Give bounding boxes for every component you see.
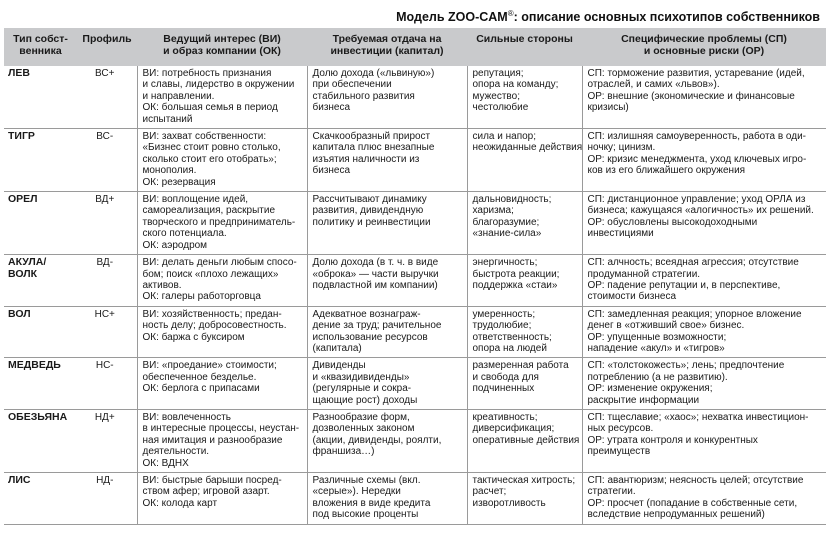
title-registered-mark: ® (507, 9, 514, 18)
cell-line: Адекватное вознаграж- (312, 308, 421, 320)
cell-line: Различные схемы (вкл. (312, 475, 421, 486)
cell-line: Сильные стороны (476, 33, 573, 45)
cell-line: и славы, лидерство в окружении (142, 79, 295, 91)
cell-line: продуманной стратегии. (587, 268, 701, 280)
cell-line: СП: тщеславие; «хаос»; нехватка инвестицион- (587, 411, 809, 423)
cell-line: быстрота реакции; (472, 268, 560, 280)
cell-line: мужество; (472, 90, 520, 102)
cell-line: размеренная работа (472, 360, 569, 372)
cell-line: ОК: галеры работорговца (142, 291, 261, 303)
cell-line: ОР: кризис менеджмента, уход ключевых игро- (587, 153, 807, 165)
table-row (4, 358, 826, 410)
cell-line: МЕДВЕДЬ (8, 359, 61, 372)
table-row (4, 66, 826, 129)
cell-line: тактическая хитрость; (472, 475, 576, 486)
cell-line: и направлении. (142, 90, 215, 102)
cell-line: развития, дивидендную (312, 205, 424, 217)
cell-line: вследствие непродуманных решений) (587, 509, 765, 521)
strengths-cell (467, 66, 582, 129)
cell-line: и «квазидивиденды» (312, 371, 410, 383)
cell-line: денег в «отживший свое» бизнес. (587, 320, 745, 332)
cell-line: СП: дистанционное управление; уход ОРЛА из (587, 194, 806, 206)
cell-line: ОК: аэродром (142, 239, 208, 251)
cell-line: дальновидность; (472, 194, 552, 206)
cell-line: ОР: просчет (попадание в собственные сети, (587, 497, 798, 509)
return-cell (307, 129, 467, 192)
cell-line: ВИ: вовлеченность (142, 411, 231, 423)
problems-cell (582, 129, 826, 192)
owner-type-cell (4, 409, 77, 472)
cell-line: Специфические проблемы (СП) (621, 33, 787, 45)
cell-line: кризисы) (587, 102, 629, 114)
cell-line: активов. (142, 279, 182, 291)
cell-line: ОК: большая семья в период (142, 102, 278, 114)
interest-cell (137, 129, 307, 192)
cell-line: ответственность; (472, 331, 552, 343)
cell-line: благоразумие; (472, 216, 540, 228)
problems-cell (582, 409, 826, 472)
cell-line: ОК: колода карт (142, 497, 218, 509)
cell-line: ность делу; добросовестность. (142, 320, 287, 332)
cell-line: ная имитация и разнообразие (142, 434, 283, 446)
table-row (4, 473, 826, 525)
cell-line: ВИ: быстрые барыши посред- (142, 475, 282, 486)
cell-line: венника (19, 45, 62, 57)
cell-line: испытаний (142, 113, 193, 125)
interest-cell (137, 255, 307, 307)
owner-type-cell (4, 255, 77, 307)
cell-line: ВИ: хозяйственность; предан- (142, 308, 282, 320)
table-row (4, 192, 826, 255)
owner-type-cell (4, 358, 77, 410)
cell-line: нападение «акул» и «тигров» (587, 342, 725, 354)
cell-line: ОК: берлога с припасами (142, 383, 260, 395)
cell-line: дение за труд; рачительное (312, 320, 442, 332)
return-cell (307, 306, 467, 358)
cell-line: (акции, дивиденды, роялти, (312, 434, 442, 446)
cell-line: в интересные процессы, неустан- (142, 423, 300, 435)
cell-line: творческого и предприниматель- (142, 216, 296, 228)
cell-line: «оброка» — части выручки (312, 268, 439, 280)
strengths-cell (467, 358, 582, 410)
cell-line: щающие рост) доходы (312, 394, 418, 406)
strengths-cell (467, 409, 582, 472)
cell-line: Требуемая отдача на (332, 33, 442, 45)
cell-line: СП: торможение развития, устаревание (идей, (587, 68, 805, 79)
cell-line: потреблению (а не развитию). (587, 371, 728, 383)
cell-line: неожиданные действия (472, 142, 583, 154)
header-return (307, 28, 467, 66)
cell-line: Ведущий интерес (ВИ) (163, 33, 281, 45)
problems-cell (582, 358, 826, 410)
cell-line: Рассчитывают динамику (312, 194, 427, 206)
owner-type-cell (4, 66, 77, 129)
cell-line: ВОЛ (8, 307, 31, 320)
cell-line: ВИ: делать деньги любым спосо- (142, 257, 297, 269)
cell-line: бизнеса (312, 165, 351, 177)
cell-line: ством афер; игровой азарт. (142, 486, 270, 498)
page-title (396, 7, 820, 24)
owner-type-cell (4, 306, 77, 358)
cell-line: АКУЛА/ (8, 256, 47, 269)
cell-line: расчет; (472, 486, 507, 498)
cell-line: монополия. (142, 165, 197, 177)
cell-line: изворотливость (472, 497, 546, 509)
profile-cell: НС+ (77, 306, 137, 358)
header-problems (582, 28, 826, 66)
cell-line: СП: замедленная реакция; упорное вложение (587, 308, 802, 320)
cell-line: Скачкообразный прирост (312, 131, 431, 143)
cell-line: обеспеченное безделье. (142, 371, 257, 383)
cell-line: ОР: внешние (экономические и финансовые (587, 90, 795, 102)
profile-cell: ВС+ (77, 66, 137, 129)
cell-line: опора на команду; (472, 79, 559, 91)
cell-line: ков из его ближайшего окружения (587, 165, 746, 177)
cell-line: стратегии. (587, 486, 636, 498)
cell-line: подчиненных (472, 383, 535, 395)
title-prefix: Модель ZOO-CAM (396, 10, 508, 25)
cell-line: преимуществ (587, 446, 651, 458)
header-row (4, 28, 826, 66)
interest-cell (137, 358, 307, 410)
cell-line: Профиль (82, 33, 132, 45)
cell-line: бизнеса (312, 102, 351, 114)
cell-line: ОБЕЗЬЯНА (8, 410, 68, 423)
cell-line: Тип собст- (13, 33, 68, 45)
cell-line: использование ресурсов (312, 331, 428, 343)
cell-line: (регулярные и сокра- (312, 383, 412, 395)
header-owner-type (4, 28, 77, 66)
table-row (4, 129, 826, 192)
return-cell (307, 66, 467, 129)
cell-line: самореализация, раскрытие (142, 205, 276, 217)
cell-line: харизма; (472, 205, 514, 217)
strengths-cell (467, 473, 582, 525)
cell-line: умеренность; (472, 308, 536, 320)
cell-line: СП: излишняя самоуверенность, работа в оди- (587, 131, 807, 143)
cell-line: ВИ: потребность признания (142, 68, 272, 79)
table-header (4, 28, 826, 66)
interest-cell (137, 473, 307, 525)
profile-cell: НД+ (77, 409, 137, 472)
cell-line: ТИГР (8, 130, 35, 143)
cell-line: ОК: баржа с буксиром (142, 331, 245, 343)
problems-cell (582, 66, 826, 129)
return-cell (307, 255, 467, 307)
cell-line: ОК: резервация (142, 176, 216, 188)
cell-line: инвестиции (капитал) (330, 45, 444, 57)
cell-line: ных ресурсов. (587, 423, 654, 435)
cell-line: отраслей, и самих «львов»). (587, 79, 720, 91)
header-interest (137, 28, 307, 66)
cell-line: политику и реинвестиции (312, 216, 431, 228)
owner-type-cell (4, 129, 77, 192)
table-row (4, 409, 826, 472)
cell-line: ЛЕВ (8, 67, 30, 79)
cell-line: диверсификация; (472, 423, 555, 435)
table-row (4, 255, 826, 307)
problems-cell (582, 473, 826, 525)
header-profile (77, 28, 137, 66)
cell-line: и образ компании (ОК) (163, 45, 281, 57)
interest-cell (137, 409, 307, 472)
cell-line: оперативные действия (472, 434, 580, 446)
cell-line: ОР: падение репутации и, в перспективе, (587, 279, 781, 291)
cell-line: ОК: ВДНХ (142, 457, 189, 469)
cell-line: ского потенциала. (142, 228, 227, 240)
cell-line: Дивиденды (312, 360, 366, 372)
return-cell (307, 409, 467, 472)
profile-cell: НС- (77, 358, 137, 410)
interest-cell (137, 192, 307, 255)
problems-cell (582, 306, 826, 358)
cell-line: сколько стоит его отобрать»; (142, 153, 277, 165)
cell-line: инвестициями (587, 228, 654, 240)
cell-line: Долю дохода («львиную») (312, 68, 435, 79)
cell-line: «серые»). Нередки (312, 486, 401, 498)
interest-cell (137, 66, 307, 129)
cell-line: дозволенных законом (312, 423, 415, 435)
cell-line: раскрытие информации (587, 394, 700, 406)
cell-line: ОРЕЛ (8, 193, 38, 206)
owner-type-cell (4, 192, 77, 255)
strengths-cell (467, 255, 582, 307)
cell-line: «Бизнес стоит ровно столько, (142, 142, 281, 154)
psychotypes-table (4, 28, 826, 525)
return-cell (307, 192, 467, 255)
cell-line: ОР: обусловлены высокодоходными (587, 216, 758, 228)
cell-line: подвластной им компании) (312, 279, 438, 291)
cell-line: вложения в виде кредита (312, 497, 431, 509)
profile-cell: ВД- (77, 255, 137, 307)
cell-line: СП: алчность; всеядная агрессия; отсутствие (587, 257, 799, 269)
cell-line: бом; поиск «плохо лежащих» (142, 268, 279, 280)
problems-cell (582, 255, 826, 307)
cell-line: СП: «толстокожесть»; лень; предпочтение (587, 360, 785, 372)
cell-line: Долю дохода (в т. ч. в виде (312, 257, 439, 269)
cell-line: ВОЛК (8, 267, 38, 280)
return-cell (307, 473, 467, 525)
title-suffix: : описание основных психотипов собственников (513, 10, 820, 25)
cell-line: деятельности. (142, 446, 210, 458)
cell-line: энергичность; (472, 257, 538, 269)
strengths-cell (467, 129, 582, 192)
cell-line: и свобода для (472, 371, 539, 383)
cell-line: стоимости бизнеса (587, 291, 677, 303)
cell-line: капитала плюс внезапные (312, 142, 435, 154)
cell-line: ночку; цинизм. (587, 142, 656, 154)
cell-line: и основные риски (ОР) (643, 45, 765, 57)
cell-line: ВИ: захват собственности: (142, 131, 267, 143)
cell-line: ОР: изменение окружения; (587, 383, 713, 395)
cell-line: изъятия наличности из (312, 153, 420, 165)
cell-line: (капитала) (312, 342, 362, 354)
cell-line: ОР: упущенные возможности; (587, 331, 727, 343)
cell-line: креативность; (472, 411, 538, 423)
cell-line: стабильного развития (312, 90, 415, 102)
cell-line: под высокие проценты (312, 509, 419, 521)
cell-line: ВИ: воплощение идей, (142, 194, 249, 206)
strengths-cell (467, 192, 582, 255)
table-row (4, 306, 826, 358)
cell-line: Разнообразие форм, (312, 411, 410, 423)
cell-line: бизнеса; кажущаяся «алогичность» их решений. (587, 205, 814, 217)
cell-line: сила и напор; (472, 131, 537, 143)
problems-cell (582, 192, 826, 255)
owner-type-cell (4, 473, 77, 525)
cell-line: СП: авантюризм; неясность целей; отсутствие (587, 475, 804, 486)
return-cell (307, 358, 467, 410)
profile-cell: НД- (77, 473, 137, 525)
cell-line: трудолюбие; (472, 320, 532, 332)
cell-line: опора на людей (472, 342, 547, 354)
cell-line: ОР: утрата контроля и конкурентных (587, 434, 758, 446)
interest-cell (137, 306, 307, 358)
cell-line: «знание-сила» (472, 228, 542, 240)
cell-line: репутация; (472, 68, 524, 79)
profile-cell: ВС- (77, 129, 137, 192)
strengths-cell (467, 306, 582, 358)
cell-line: франшиза…) (312, 446, 375, 458)
cell-line: ВИ: «проедание» стоимости; (142, 360, 277, 372)
cell-line: честолюбие (472, 102, 529, 114)
cell-line: поддержка «стаи» (472, 279, 558, 291)
cell-line: при обеспечении (312, 79, 392, 91)
profile-cell: ВД+ (77, 192, 137, 255)
header-strengths (467, 28, 582, 66)
table-body (4, 66, 826, 524)
cell-line: ЛИС (8, 474, 31, 486)
